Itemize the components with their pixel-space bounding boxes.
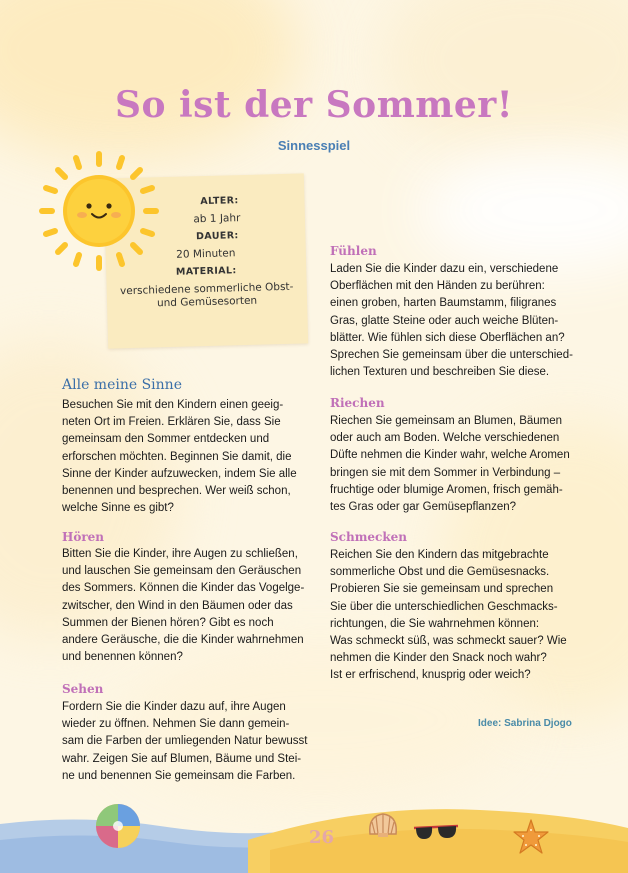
text-line: Sie über die unterschiedlichen Geschmacks- <box>330 600 558 613</box>
sun-icon <box>36 148 162 274</box>
section-body-schmecken <box>330 547 567 685</box>
text-line: Laden Sie die Kinder dazu ein, verschiedene <box>330 263 559 275</box>
text-line: Probieren Sie sie gemeinsam und sprechen <box>330 583 554 596</box>
text-line: Gras, glatte Steine oder auch weiche Blüten- <box>330 314 559 327</box>
seashell-icon <box>366 810 400 838</box>
text-line: Reichen Sie den Kindern das mitgebrachte <box>330 549 549 561</box>
sunglasses-icon <box>412 824 460 844</box>
text-line: Riechen Sie gemeinsam an Blumen, Bäumen <box>330 415 563 427</box>
text-line: Ist er erfrischend, knusprig oder weich? <box>330 669 531 682</box>
text-line: und lauschen Sie gemeinsam den Geräuschen <box>62 565 302 578</box>
text-line: Oberflächen mit den Händen zu berühren: <box>330 280 545 293</box>
beach-ball-icon <box>94 802 142 850</box>
text-line: des Sommers. Können die Kinder das Vogelge- <box>62 582 305 595</box>
text-line: erforschen möchten. Beginnen Sie damit, die <box>62 450 292 463</box>
page-number: 26 <box>309 827 335 848</box>
text-line: Summen der Bienen hören? Gibt es noch <box>62 616 274 629</box>
section-heading-schmecken: Schmecken <box>330 530 408 544</box>
text-line: neten Ort im Freien. Erklären Sie, dass Sie <box>62 416 281 429</box>
duration-label: DAUER: <box>195 230 239 243</box>
section-heading-riechen: Riechen <box>330 396 385 410</box>
text-line: sommerliche Obst und die Gemüsesnacks. <box>330 566 550 579</box>
text-line: sam die Farben der umliegenden Natur bewusst <box>62 735 308 748</box>
text-line: bringen sie mit dem Sommer in Verbindung – <box>330 466 561 479</box>
watercolor-wash <box>420 150 628 270</box>
section-body-hoeren <box>62 546 304 666</box>
section-heading-hoeren: Hören <box>62 530 105 544</box>
material-label: MATERIAL: <box>175 265 237 278</box>
text-line: richtungen, die Sie wahrnehmen können: <box>330 617 540 630</box>
text-line: zwitscher, den Wind in den Bäumen oder das <box>62 599 293 612</box>
text-line: blätter. Wie fühlen sich diese Oberflächen an? <box>330 331 565 344</box>
text-line: nehmen die Kinder den Snack noch wahr? <box>330 652 547 665</box>
text-line: tes Gras oder gar Gemüsepflanzen? <box>330 501 517 514</box>
duration-value: 20 Minuten <box>176 247 236 261</box>
text-line: Düfte nehmen die Kinder wahr, welche Aromen <box>330 449 570 462</box>
material-value-line-1: verschiedene sommerliche Obst- <box>119 280 294 298</box>
text-line: andere Geräusche, die die Kinder wahrnehmen <box>62 634 304 647</box>
section-heading-sehen: Sehen <box>62 682 104 696</box>
section-body-alle-meine-sinne <box>62 397 297 517</box>
page-title: So ist der Sommer! <box>114 84 514 126</box>
text-line: einen groben, harten Baumstamm, filigranes <box>330 297 557 310</box>
text-line: fruchtige oder blumige Aromen, frisch gemäh- <box>330 483 563 496</box>
section-body-riechen <box>330 413 570 516</box>
section-heading-fuehlen: Fühlen <box>330 244 377 258</box>
text-line: Fordern Sie die Kinder dazu auf, ihre Augen <box>62 701 286 713</box>
text-line: lichen Texturen und beschreiben Sie diese. <box>330 366 550 379</box>
text-line: benennen und besprechen. Wer weiß schon, <box>62 485 291 498</box>
page-subtitle: Sinnesspiel <box>277 138 351 153</box>
age-label: ALTER: <box>200 195 239 208</box>
author-credit: Idee: Sabrina Djogo <box>478 718 572 729</box>
text-line: welche Sinne es gibt? <box>62 502 174 515</box>
text-line: Was schmeckt süß, was schmeckt sauer? Wie <box>330 635 567 648</box>
section-heading-alle-meine-sinne: Alle meine Sinne <box>62 377 182 393</box>
watercolor-wash <box>380 0 628 160</box>
text-line: Besuchen Sie mit den Kindern einen geeig- <box>62 399 284 411</box>
section-body-fuehlen <box>330 261 573 381</box>
text-line: gemeinsam den Sommer entdecken und <box>62 433 270 446</box>
text-line: oder auch am Boden. Welche verschiedenen <box>330 432 560 445</box>
age-value: ab 1 Jahr <box>193 212 241 226</box>
starfish-icon <box>512 818 550 856</box>
watercolor-wash <box>0 0 300 160</box>
text-line: wieder zu öffnen. Nehmen Sie dann gemein- <box>62 718 290 731</box>
text-line: Sprechen Sie gemeinsam über die unterschied- <box>330 349 573 362</box>
text-line: und benennen können? <box>62 651 183 664</box>
text-line: wahr. Zeigen Sie auf Blumen, Bäume und Stei- <box>62 752 302 765</box>
section-body-sehen <box>62 699 307 785</box>
material-value-line-2: und Gemüsesorten <box>156 294 258 310</box>
text-line: Sinne der Kinder aufzuwecken, indem Sie alle <box>62 467 297 480</box>
text-line: Bitten Sie die Kinder, ihre Augen zu schließen, <box>62 548 298 560</box>
text-line: ne und benennen Sie gemeinsam die Farben. <box>62 769 296 782</box>
